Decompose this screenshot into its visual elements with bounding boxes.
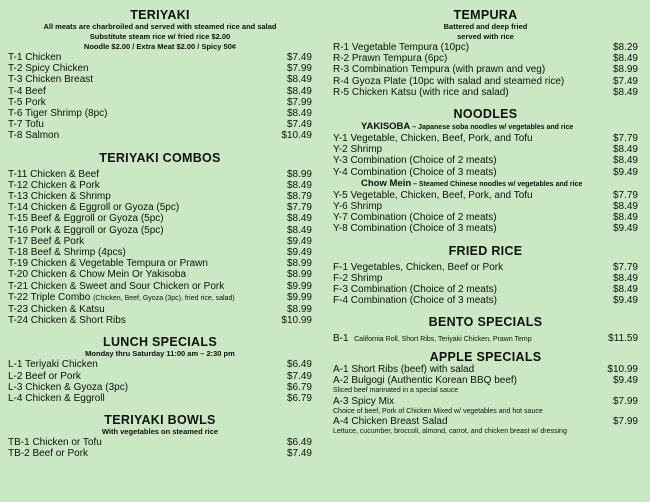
item-price: $11.59 <box>608 333 638 345</box>
item-code: L-2 <box>8 370 23 382</box>
item-name: Beef or Pork <box>25 370 81 382</box>
item-name: Triple Combo <box>30 291 91 303</box>
item-name: Bulgogi (Authentic Korean BBQ beef) <box>351 374 517 386</box>
item-code: T-21 <box>8 280 29 292</box>
item-price: $6.49 <box>286 437 312 449</box>
item-name: Beef or Pork <box>32 448 89 460</box>
bowls-title: TERIYAKI BOWLS <box>104 413 216 428</box>
item-price: $9.99 <box>286 291 312 303</box>
item-label <box>8 304 105 315</box>
menu-item <box>333 64 638 75</box>
item-code: Y-6 <box>333 201 348 213</box>
item-name: Chicken & Shrimp <box>30 191 111 203</box>
item-label <box>8 382 128 393</box>
item-price: $9.49 <box>612 295 638 307</box>
item-label <box>8 292 235 304</box>
item-label <box>333 273 382 284</box>
tempura-note: Battered and deep fried <box>443 22 528 31</box>
friedrice-list <box>333 262 638 307</box>
tempura-note: served with rice <box>457 32 514 41</box>
item-name: Spicy Chicken <box>25 63 89 75</box>
item-name: Prawn Tempura (6pc) <box>351 53 448 65</box>
lunch-list <box>8 359 312 404</box>
item-name: Vegetable Tempura (10pc) <box>351 42 470 53</box>
teriyaki-note: All meats are charbroiled and served with steamed rice and salad <box>43 22 277 31</box>
menu-item <box>8 97 312 108</box>
yakisoba-list <box>333 133 638 178</box>
item-code: L-3 <box>8 381 23 393</box>
menu-item <box>8 86 312 97</box>
item-price: $9.49 <box>612 166 638 178</box>
item-price: $7.99 <box>286 63 312 75</box>
item-price: $8.49 <box>286 108 312 120</box>
yakisoba-heading <box>333 121 638 133</box>
item-label <box>8 393 105 404</box>
menu-item <box>8 382 312 393</box>
item-price: $8.49 <box>286 179 312 191</box>
item-label <box>8 258 208 269</box>
menu-item <box>8 393 312 404</box>
item-label <box>333 212 497 223</box>
item-name: Chicken Breast <box>25 74 94 86</box>
friedrice-title: FRIED RICE <box>448 243 523 258</box>
menu-item <box>333 333 638 345</box>
item-name: Chicken & Eggroll <box>25 393 105 405</box>
item-code: T-22 <box>8 291 29 303</box>
item-price: $8.99 <box>286 168 312 180</box>
menu-item <box>333 295 638 306</box>
item-price: $7.49 <box>286 52 312 63</box>
menu-item <box>8 448 312 459</box>
item-price: $6.79 <box>286 381 312 393</box>
item-code: R-4 <box>333 75 350 87</box>
item-code: A-1 <box>333 363 349 375</box>
item-price: $6.79 <box>286 393 312 405</box>
menu-item <box>333 87 638 98</box>
item-code: R-3 <box>333 64 350 76</box>
item-code: T-14 <box>8 202 29 214</box>
item-label <box>333 190 533 201</box>
yakisoba-note: – Japanese soba noodles w/ vegetables and rice <box>410 124 574 132</box>
item-name: Shrimp <box>350 201 383 213</box>
item-label <box>8 359 98 370</box>
item-description: Sliced beef marinated in a special sauce <box>333 387 459 395</box>
item-name: Pork & Eggroll or Gyoza (5pc) <box>30 224 164 236</box>
item-description: Lettuce, cucumber, broccoli, almond, carrot, and chicken breast w/ dressing <box>333 428 567 436</box>
item-code: T-5 <box>8 96 23 108</box>
item-code: Y-5 <box>333 189 348 201</box>
menu-item <box>333 133 638 144</box>
item-name: Chicken & Vegetable Tempura or Prawn <box>30 258 208 270</box>
item-name: Tiger Shrimp (8pc) <box>25 108 108 120</box>
item-price: $7.49 <box>612 75 638 87</box>
item-name: Vegetables, Chicken, Beef or Pork <box>350 261 504 273</box>
item-price: $10.49 <box>281 130 312 142</box>
item-label <box>8 448 88 459</box>
item-price: $8.49 <box>612 53 638 65</box>
menu-item <box>8 236 312 247</box>
item-label <box>8 315 126 326</box>
item-price: $8.49 <box>612 212 638 224</box>
item-name: Combination (Choice of 3 meats) <box>350 166 497 178</box>
menu-item <box>333 223 638 234</box>
item-code: F-3 <box>333 284 348 296</box>
menu-item <box>333 167 638 178</box>
item-name: Chicken or Tofu <box>32 437 102 449</box>
lunch-note: Monday thru Saturday 11:00 am – 2:30 pm <box>85 349 235 359</box>
item-label <box>333 375 517 386</box>
teriyaki-list <box>8 52 312 142</box>
item-label <box>333 87 509 98</box>
item-name: Chicken & Chow Mein Or Yakisoba <box>30 269 187 281</box>
left-column <box>8 0 312 460</box>
item-code: Y-4 <box>333 166 348 178</box>
item-name: Chicken & Beef <box>30 168 99 180</box>
item-label <box>8 169 99 180</box>
menu-item <box>8 63 312 74</box>
item-name: Beef & Pork <box>30 235 85 247</box>
item-label <box>8 52 61 63</box>
menu-item <box>8 191 312 202</box>
menu-item <box>333 201 638 212</box>
item-price: $6.49 <box>286 359 312 371</box>
item-label <box>8 202 179 213</box>
menu-item <box>8 371 312 382</box>
item-name: Teriyaki Chicken <box>25 359 98 371</box>
bowls-list <box>8 437 312 459</box>
item-code: F-1 <box>333 261 348 273</box>
item-name: Salmon <box>25 130 60 142</box>
item-code: R-5 <box>333 86 350 98</box>
item-price: $9.49 <box>612 223 638 235</box>
item-name: Chicken Katsu (with rice and salad) <box>351 86 509 98</box>
item-label <box>8 225 164 236</box>
menu-item <box>8 359 312 370</box>
combos-list <box>8 169 312 327</box>
menu-item <box>8 52 312 63</box>
item-name: Chicken & Gyoza (3pc) <box>25 381 129 393</box>
apple-title: APPLE SPECIALS <box>429 349 542 364</box>
item-code: A-4 <box>333 416 349 428</box>
item-label <box>8 119 44 130</box>
item-label <box>333 144 382 155</box>
item-label <box>333 201 382 212</box>
item-code: A-3 <box>333 395 349 407</box>
item-code: T-13 <box>8 191 29 203</box>
chowmein-heading <box>333 178 638 190</box>
item-code: Y-8 <box>333 223 348 235</box>
item-price: $7.49 <box>286 119 312 131</box>
menu-item <box>8 213 312 224</box>
item-label <box>8 247 126 258</box>
item-code: B-1 <box>333 333 349 345</box>
item-name: Beef & Eggroll or Gyoza (5pc) <box>30 213 164 225</box>
item-code: R-2 <box>333 53 350 65</box>
menu-item <box>8 437 312 448</box>
menu-item <box>8 304 312 315</box>
item-price: $8.29 <box>612 42 638 53</box>
menu-item <box>8 130 312 141</box>
menu-item <box>333 53 638 64</box>
item-price: $7.79 <box>612 133 638 145</box>
item-price: $8.99 <box>286 304 312 316</box>
item-label <box>8 281 224 292</box>
item-name: Chicken & Katsu <box>30 304 105 316</box>
item-code: TB-2 <box>8 448 30 460</box>
item-code: T-1 <box>8 52 23 63</box>
item-label <box>8 74 93 85</box>
menu-item <box>8 74 312 85</box>
item-code: T-7 <box>8 119 23 131</box>
menu-item <box>8 225 312 236</box>
item-code: A-2 <box>333 374 349 386</box>
item-code: T-24 <box>8 315 29 327</box>
item-price: $9.49 <box>286 235 312 247</box>
item-label <box>333 284 497 295</box>
item-price: $8.99 <box>286 269 312 281</box>
item-label <box>333 64 545 75</box>
item-name: Chicken & Eggroll or Gyoza (5pc) <box>30 202 180 214</box>
item-code: L-4 <box>8 393 23 405</box>
item-price: $9.99 <box>286 280 312 292</box>
item-price: $7.99 <box>612 395 638 407</box>
item-name: Combination (Choice of 2 meats) <box>350 212 497 224</box>
item-label <box>333 133 533 144</box>
item-code: Y-7 <box>333 212 348 224</box>
item-price: $7.99 <box>286 96 312 108</box>
item-price: $7.99 <box>612 416 638 428</box>
menu-item <box>8 247 312 258</box>
menu-item <box>333 144 638 155</box>
item-detail: (Chicken, Beef, Gyoza (3pc), fried rice, salad) <box>93 294 235 302</box>
item-price: $9.49 <box>612 374 638 386</box>
item-label <box>8 437 102 448</box>
item-code: Y-2 <box>333 144 348 156</box>
apple-list <box>333 364 638 437</box>
item-label <box>8 236 84 247</box>
menu-item <box>333 190 638 201</box>
item-price: $8.49 <box>612 201 638 213</box>
combos-title: TERIYAKI COMBOS <box>99 150 221 165</box>
item-label <box>333 53 447 64</box>
menu-item <box>8 169 312 180</box>
item-name: Chicken & Sweet and Sour Chicken or Pork <box>30 280 225 292</box>
item-code: T-2 <box>8 63 23 75</box>
menu-item <box>8 281 312 292</box>
item-name: Combination Tempura (with prawn and veg) <box>351 64 546 76</box>
item-label <box>333 155 497 166</box>
item-name: Beef <box>25 85 46 97</box>
item-label <box>333 396 394 407</box>
item-name: Combination (Choice of 2 meats) <box>350 284 497 296</box>
item-code: T-15 <box>8 213 29 225</box>
menu-item <box>8 315 312 326</box>
menu-item <box>333 42 638 53</box>
item-label <box>8 191 111 202</box>
item-code: T-20 <box>8 269 29 281</box>
item-name: California Roll, Short Ribs, Teriyaki Chicken, Prawn Temp <box>354 336 532 344</box>
item-name: Beef & Shrimp (4pcs) <box>30 247 126 259</box>
menu-item <box>333 273 638 284</box>
item-label <box>8 130 59 141</box>
item-label <box>8 108 108 119</box>
item-price: $9.49 <box>286 247 312 259</box>
menu-item <box>333 284 638 295</box>
item-label <box>333 42 469 53</box>
menu-item <box>8 119 312 130</box>
item-code: T-17 <box>8 235 29 247</box>
item-name: Combination (Choice of 3 meats) <box>350 295 497 307</box>
item-label <box>8 63 89 74</box>
teriyaki-title: TERIYAKI <box>130 8 190 22</box>
item-label <box>8 86 46 97</box>
item-name: Vegetable, Chicken, Beef, Pork, and Tofu <box>350 189 533 201</box>
bowls-note: With vegetables on steamed rice <box>101 427 219 437</box>
item-code: T-6 <box>8 108 23 120</box>
item-code: Y-1 <box>333 133 348 145</box>
item-price: $8.49 <box>286 74 312 86</box>
item-code: T-8 <box>8 130 23 142</box>
menu-item <box>8 258 312 269</box>
item-price: $7.79 <box>612 261 638 273</box>
item-name: Vegetable, Chicken, Beef, Pork, and Tofu <box>350 133 533 145</box>
lunch-title: LUNCH SPECIALS <box>103 335 217 350</box>
menu-item <box>333 155 638 166</box>
menu-item <box>8 202 312 213</box>
item-price: $10.99 <box>607 363 638 375</box>
chowmein-label: Chow Mein <box>361 177 412 189</box>
item-code: L-1 <box>8 359 23 371</box>
item-code: T-23 <box>8 304 29 316</box>
noodles-title: NOODLES <box>453 107 518 122</box>
item-name: Combination (Choice of 3 meats) <box>350 223 497 235</box>
item-code: T-19 <box>8 258 29 270</box>
item-code: F-2 <box>333 272 348 284</box>
item-label <box>8 97 46 108</box>
menu-item <box>333 76 638 87</box>
menu-item <box>333 396 638 407</box>
item-label <box>333 416 448 427</box>
item-name: Gyoza Plate (10pc with salad and steamed rice) <box>351 75 565 87</box>
item-price: $10.99 <box>281 315 312 327</box>
menu-item <box>333 212 638 223</box>
item-price: $8.49 <box>612 284 638 296</box>
menu-item <box>333 375 638 386</box>
item-name: Tofu <box>25 119 44 131</box>
chowmein-list <box>333 190 638 235</box>
bento-title: BENTO SPECIALS <box>428 315 543 330</box>
item-name: Chicken & Pork <box>30 179 100 191</box>
item-name: Chicken <box>25 52 62 63</box>
item-price: $8.49 <box>612 272 638 284</box>
item-price: $7.79 <box>286 202 312 214</box>
item-price: $8.49 <box>612 144 638 156</box>
item-code: F-4 <box>333 295 348 307</box>
item-name: Chicken & Short Ribs <box>30 315 126 327</box>
item-label <box>8 180 100 191</box>
item-code: T-4 <box>8 85 23 97</box>
yakisoba-label: YAKISOBA <box>361 121 411 133</box>
item-label <box>333 223 497 234</box>
teriyaki-note: Substitute steam rice w/ fried rice $2.00 <box>89 32 231 41</box>
item-label <box>333 295 497 306</box>
item-name: Spicy Mix <box>351 395 395 407</box>
item-code: T-18 <box>8 247 29 259</box>
item-name: Shrimp <box>350 144 383 156</box>
item-label <box>333 262 503 273</box>
item-label <box>8 213 164 224</box>
item-label <box>8 269 186 280</box>
item-label <box>333 167 497 178</box>
item-price: $7.79 <box>612 189 638 201</box>
item-name: Combination (Choice of 2 meats) <box>350 155 497 167</box>
item-code: T-12 <box>8 179 29 191</box>
item-code: TB-1 <box>8 437 30 449</box>
menu-item <box>333 364 638 375</box>
tempura-title: TEMPURA <box>453 8 518 22</box>
menu-item <box>8 292 312 304</box>
item-code: R-1 <box>333 42 350 53</box>
item-code: T-11 <box>8 168 28 180</box>
item-name: Chicken Breast Salad <box>351 416 448 428</box>
item-code: Y-3 <box>333 155 348 167</box>
teriyaki-note: Noodle $2.00 / Extra Meat $2.00 / Spicy 50¢ <box>83 42 237 51</box>
menu-item <box>8 269 312 280</box>
item-price: $8.99 <box>286 258 312 270</box>
item-label <box>333 364 474 375</box>
item-name: Pork <box>25 96 46 108</box>
item-price: $8.49 <box>286 85 312 97</box>
menu-item <box>8 180 312 191</box>
item-price: $7.49 <box>286 370 312 382</box>
right-column <box>333 0 638 437</box>
menu-item <box>8 108 312 119</box>
item-description: Choice of beef, Pork of Chicken Mixed w/ vegetables and hot sauce <box>333 407 543 415</box>
tempura-list <box>333 42 638 98</box>
menu-item <box>333 262 638 273</box>
item-label <box>333 76 564 87</box>
item-price: $8.99 <box>612 64 638 76</box>
item-price: $7.49 <box>286 448 312 460</box>
item-price: $8.49 <box>612 86 638 98</box>
item-price: $8.79 <box>286 191 312 203</box>
chowmein-note: – Steamed Chinese noodles w/ vegetables and rice <box>411 180 583 188</box>
menu-item <box>333 416 638 427</box>
item-name: Short Ribs (beef) with salad <box>351 363 475 375</box>
item-label <box>8 371 81 382</box>
item-code: T-16 <box>8 224 29 236</box>
item-price: $8.49 <box>286 213 312 225</box>
item-price: $8.49 <box>612 155 638 167</box>
item-code: T-3 <box>8 74 23 86</box>
item-price: $8.49 <box>286 224 312 236</box>
item-name: Shrimp <box>350 272 383 284</box>
